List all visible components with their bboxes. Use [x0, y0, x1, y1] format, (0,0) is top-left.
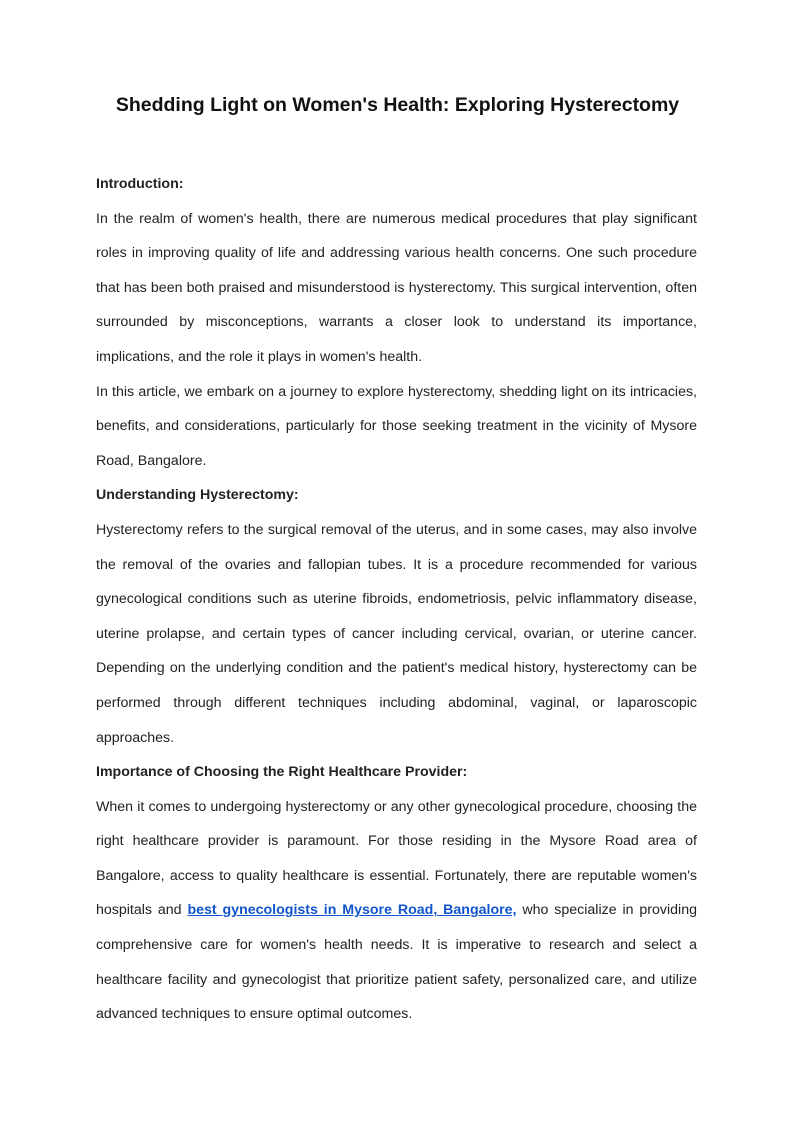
paragraph: In this article, we embark on a journey to explore hysterectomy, shedding light on its intricacies, benefits, and considerations, particularly for those seeking treatment in the vicinity of Mysore Road, Bangalore. [96, 383, 697, 469]
paragraph: Hysterectomy refers to the surgical removal of the uterus, and in some cases, may also involve the removal of the ovaries and fallopian tubes. It is a procedure recommended for various gynecological conditions such as uterine fibroids, endometriosis, pelvic inflammatory disease, uterine prolapse, and certain types of cancer including cervical, ovarian, or uterine cancer. Depending on the underlying condition and the patient's medical history, hysterectomy can be performed through different techniques including abdominal, vaginal, or laparoscopic approaches. [96, 521, 697, 746]
document-body [96, 167, 697, 1032]
section-heading-understanding: Understanding Hysterectomy: [96, 487, 299, 504]
text: When it comes to undergoing hysterectomy or any other gynecological procedure, choosing the right healthcare provider is paramount. For those residing in the Mysore Road area of Bangalore, access to quality healthcare is essential. Fortunately, there are reputable women's hospitals and [96, 798, 697, 919]
paragraph: In the realm of women's health, there are numerous medical procedures that play significant roles in improving quality of life and addressing various health concerns. One such procedure that has been both praised and misunderstood is hysterectomy. This surgical intervention, often surrounded by misconceptions, warrants a closer look to understand its importance, implications, and the role it plays in women's health. [96, 210, 697, 365]
section-heading-provider: Importance of Choosing the Right Healthcare Provider: [96, 764, 468, 781]
section-heading-introduction: Introduction: [96, 176, 184, 192]
gynecologists-link[interactable]: best gynecologists in Mysore Road, Bangalore, [187, 902, 517, 919]
document-title: Shedding Light on Women's Health: Exploring Hysterectomy [115, 94, 680, 116]
text: who specialize in providing comprehensive care for women's health needs. It is imperative to research and select a healthcare facility and gynecologist that prioritize patient safety, personalized care, and utilize advanced techniques to ensure optimal outcomes. [96, 902, 697, 1023]
paragraph [96, 790, 697, 1032]
